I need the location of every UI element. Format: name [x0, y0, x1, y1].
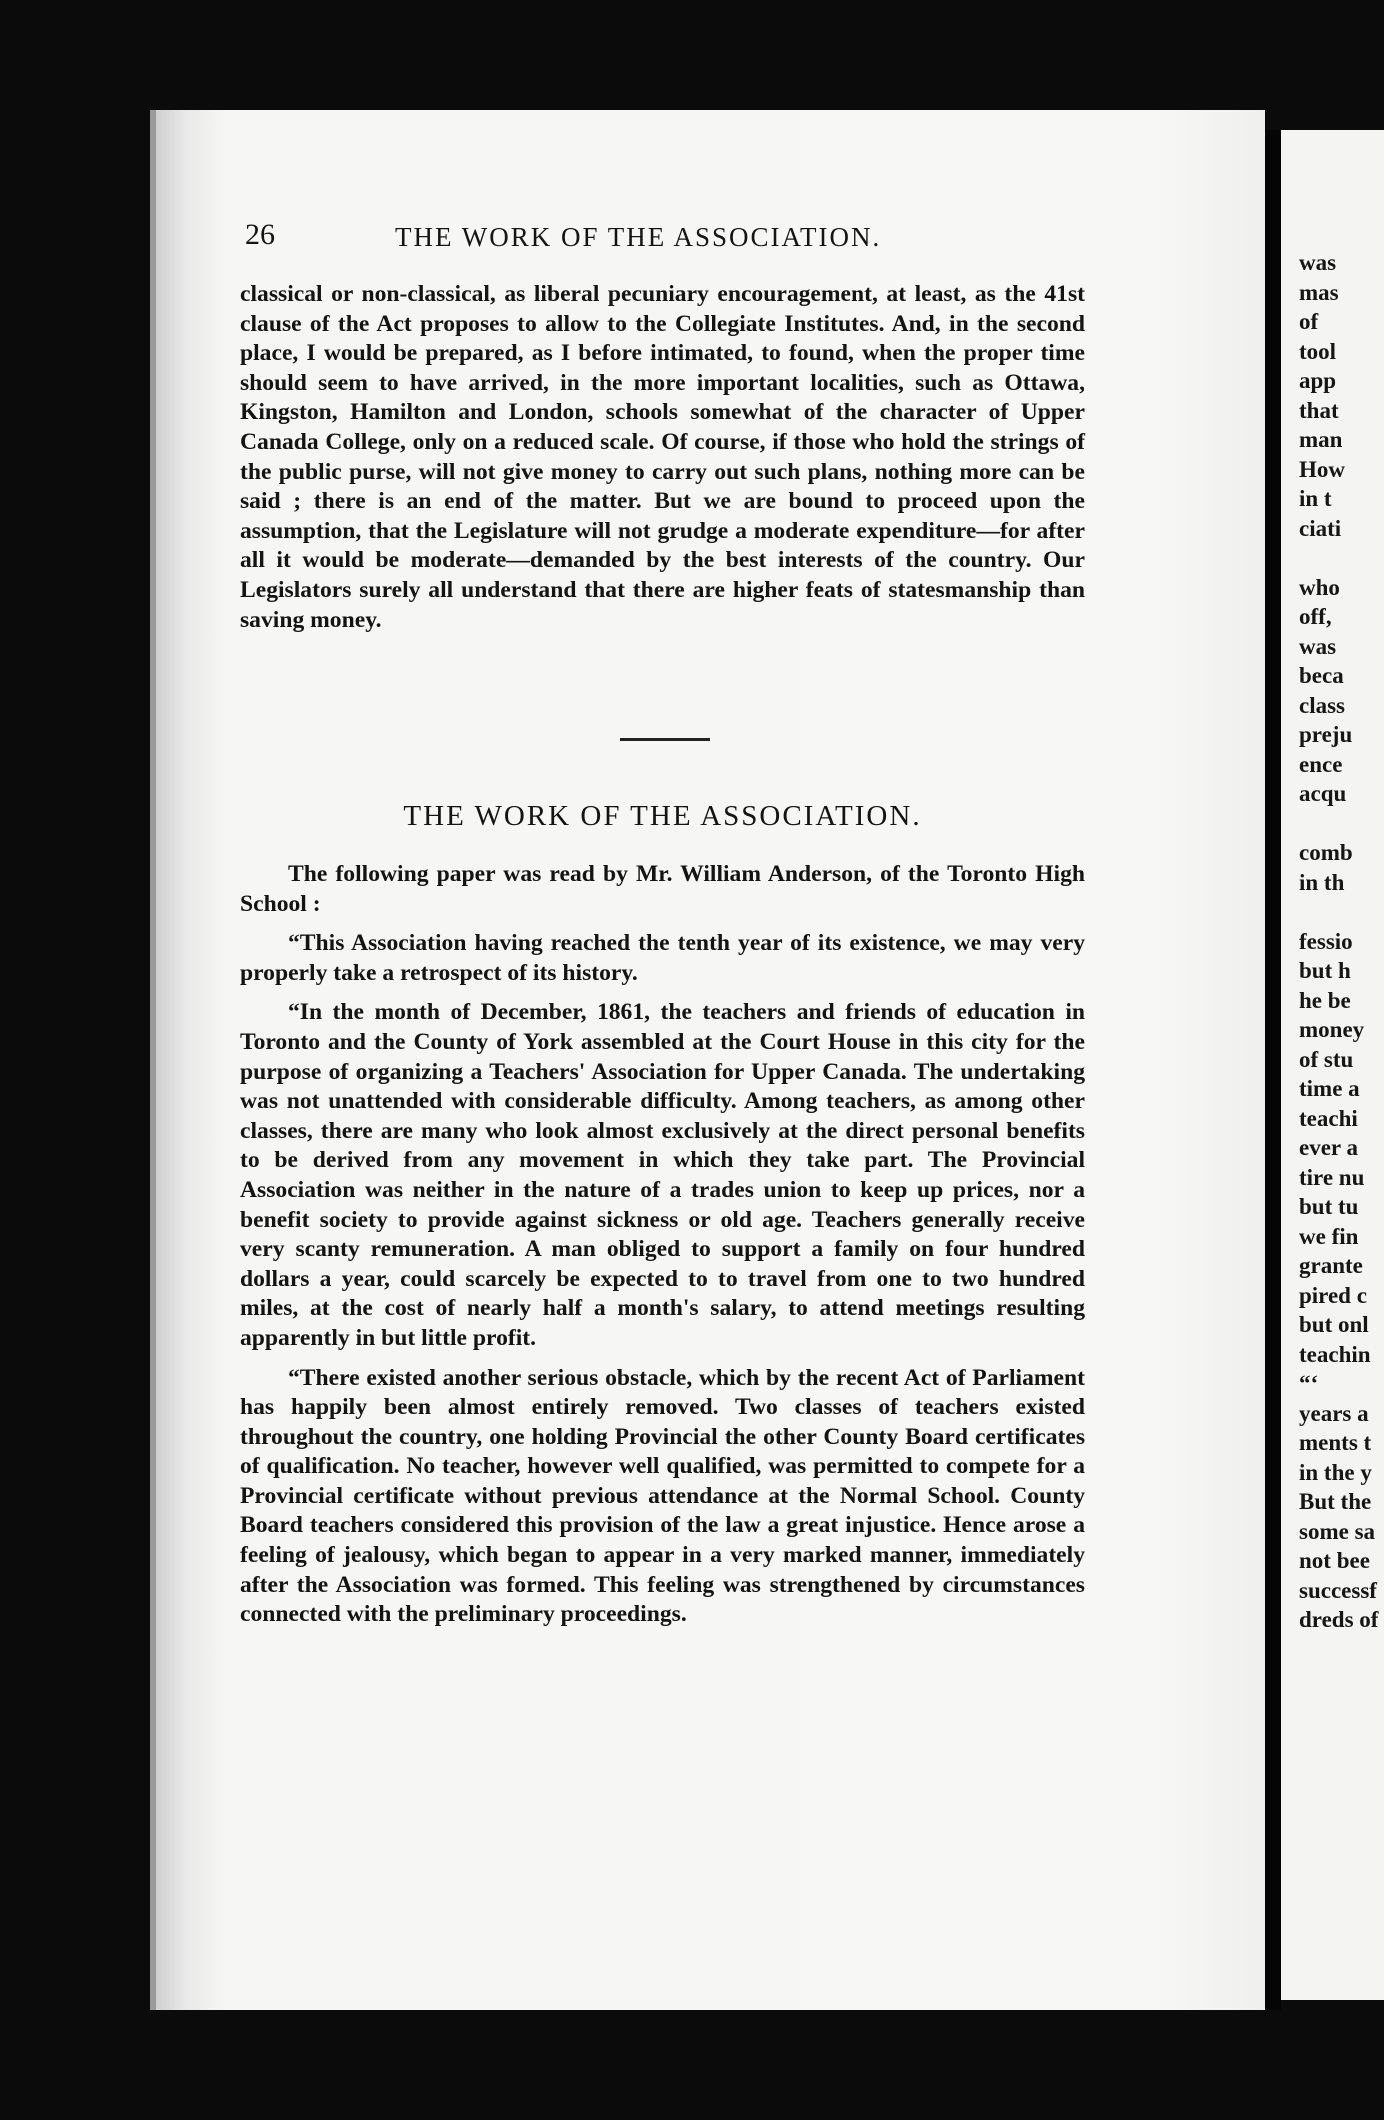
facing-page-fragment: time a: [1299, 1076, 1360, 1101]
facing-page-fragment: money: [1299, 1017, 1365, 1042]
facing-page-fragment: fessio: [1299, 928, 1353, 954]
facing-page-fragment: pired c: [1299, 1282, 1367, 1308]
facing-page-fragment: [1299, 130, 1384, 160]
facing-page-fragment: [1299, 809, 1384, 839]
facing-page-fragment: of stu: [1299, 1046, 1354, 1072]
paragraph: The following paper was read by Mr. William Anderson, of the Toronto High School :: [240, 861, 1085, 917]
facing-page-fragment: was: [1299, 250, 1337, 275]
page-number: 26: [245, 218, 275, 251]
running-head: THE WORK OF THE ASSOCIATION.: [395, 222, 882, 252]
facing-page-fragment: teachin: [1299, 1341, 1371, 1367]
facing-page-fragment: dreds of: [1299, 1607, 1379, 1632]
facing-page-fragment: ments t: [1299, 1430, 1372, 1455]
facing-page-fragment: but onl: [1299, 1312, 1369, 1337]
facing-page-fragment: some sa: [1299, 1518, 1376, 1544]
facing-page-fragment: who: [1299, 574, 1340, 600]
facing-page-fragment: we fin: [1299, 1223, 1359, 1249]
facing-page-fragment: successf: [1299, 1577, 1377, 1603]
facing-page-fragment: ever a: [1299, 1135, 1358, 1160]
paragraph: “This Association having reached the tenth year of its existence, we may very properly take a retrospect of its history.: [240, 930, 1085, 986]
facing-page-fragment: was: [1299, 633, 1337, 659]
facing-page-fragment: off,: [1299, 604, 1332, 629]
facing-page-fragment: mas: [1299, 279, 1339, 305]
facing-page-fragment: years a: [1299, 1400, 1369, 1426]
paragraph: classical or non-classical, as liberal pecuniary encouragement, at least, as the 41st clause of the Act proposes to allow to the Collegiate Institutes. And, in the second place, I would be prepared, as I before intimated, to found, when the proper time should seem to have arrived, in the more important localities, such as Ottawa, Kingston, Hamilton and London, schools somewhat of the character of Upper Canada College, only on a reduced scale. Of course, if those who hold the strings of the public purse, will not give money to carry out such plans, nothing more can be said ; there is an end of the matter. But we are bound to proceed upon the assumption, that the Legislature will not grudge a moderate expenditure—for after all it would be moderate—demanded by the best interests of the country. Our Legislators surely all understand that there are higher feats of statesmanship than saving money.: [240, 281, 1085, 633]
facing-page-fragment: ence: [1299, 751, 1343, 777]
facing-page-fragment: [1299, 897, 1384, 927]
facing-page-fragment: [1299, 219, 1384, 249]
paragraph: “In the month of December, 1861, the teachers and friends of education in Toronto and the County of York assembled at the Court House in this city for the purpose of organizing a Teachers' Association for Upper Canada. The undertaking was not unattended with considerable difficulty. Among teachers, as among other classes, there are many who look almost exclusively at the direct personal benefits to be derived from any movement in which they take part. The Provincial Association was neither in the nature of a trades union to keep up prices, nor a benefit society to provide against sickness or old age. Teachers generally receive very scanty remuneration. A man obliged to support a family on four hundred dollars a year, could scarcely be expected to to travel from one to two hundred miles, at the cost of nearly half a month's salary, to attend meetings resulting apparently in but little profit.: [240, 999, 1085, 1351]
section-title: THE WORK OF THE ASSOCIATION.: [403, 800, 922, 832]
page-header: [245, 218, 1065, 268]
facing-page-fragment: grante: [1299, 1253, 1363, 1278]
facing-page-fragment: class: [1299, 692, 1345, 718]
facing-page-fragment: tire nu: [1299, 1164, 1365, 1190]
facing-page-edge: [1281, 130, 1384, 2000]
facing-page-fragment: not bee: [1299, 1548, 1370, 1573]
facing-page-fragment: “‘: [1299, 1371, 1319, 1396]
facing-page-fragment: But the: [1299, 1489, 1372, 1514]
facing-page-fragment: he be: [1299, 987, 1351, 1013]
facing-page-fragment: in th: [1299, 869, 1345, 895]
body-text-section: [240, 860, 1085, 1640]
body-text-continued: [240, 280, 1085, 645]
facing-page-fragment: beca: [1299, 663, 1344, 688]
facing-page-fragment: in the y: [1299, 1459, 1372, 1485]
facing-page-fragment: man: [1299, 427, 1343, 452]
facing-page-fragment: but tu: [1299, 1194, 1359, 1219]
facing-page-fragment: [1299, 543, 1384, 573]
facing-page-fragment: tool: [1299, 338, 1337, 364]
facing-page-fragment: preju: [1299, 722, 1353, 747]
facing-page-fragment: teachi: [1299, 1105, 1358, 1131]
facing-page-fragment: that: [1299, 397, 1339, 423]
facing-page-fragment: in t: [1299, 486, 1332, 511]
facing-page-fragment: of: [1299, 309, 1319, 334]
book-gutter: [1265, 130, 1281, 2010]
facing-page-fragment: comb: [1299, 840, 1353, 865]
paragraph: “There existed another serious obstacle, which by the recent Act of Parliament has happily been almost entirely removed. Two classes of teachers existed throughout the country, one holding Provincial the other County Board certificates of qualification. No teacher, however well qualified, was permitted to compete for a Provincial certificate without previous attendance at the Normal School. County Board teachers considered this provision of the law a great injustice. Hence arose a feeling of jealousy, which began to appear in a very marked manner, immediately after the Association was formed. This feeling was strengthened by circumstances connected with the preliminary proceedings.: [240, 1364, 1085, 1628]
facing-page-fragments: [1299, 130, 1384, 1635]
facing-page-fragment: acqu: [1299, 781, 1347, 806]
facing-page-fragment: [1299, 160, 1384, 190]
facing-page-fragment: but h: [1299, 958, 1351, 983]
facing-page-fragment: How: [1299, 456, 1345, 482]
facing-page-fragment: ciati: [1299, 515, 1342, 541]
facing-page-fragment: app: [1299, 368, 1337, 393]
facing-page-fragment: [1299, 189, 1384, 219]
section-divider: [620, 738, 710, 741]
